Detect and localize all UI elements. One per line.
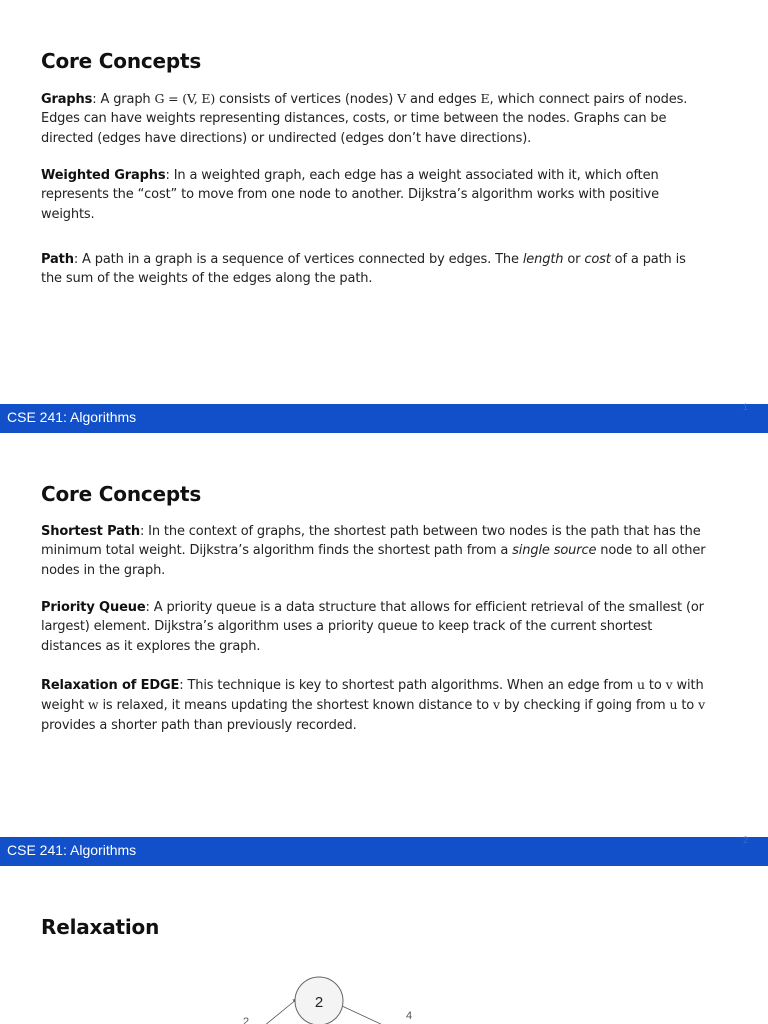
- relaxation-graph-diagram: [0, 866, 768, 1024]
- slide-footer: [0, 837, 768, 866]
- italic-single-source: single source: [512, 543, 597, 559]
- math-e: E: [480, 91, 490, 106]
- slide-core-concepts-1: [0, 0, 768, 404]
- math-v: V: [397, 91, 407, 106]
- relaxation-paragraph: [41, 675, 709, 735]
- text: : In the context of graphs, the shortest path between two nodes is the path that has the minimum total weight. Dijkstra’s algorithm finds the shortest path from a: [41, 524, 701, 559]
- math-v: v: [698, 697, 706, 713]
- math-u: u: [669, 697, 678, 713]
- graph-edge-right: [342, 1006, 385, 1024]
- text: consists of vertices (nodes): [215, 92, 398, 107]
- slide-title: Core Concepts: [41, 482, 202, 506]
- term-shortest-path: Shortest Path: [41, 524, 140, 539]
- text: by checking if going from: [499, 698, 670, 714]
- math-v: v: [492, 697, 500, 713]
- slide-title: Core Concepts: [41, 49, 202, 73]
- math-graph: G = (V, E): [154, 91, 216, 106]
- term-graphs: Graphs: [41, 92, 93, 107]
- italic-cost: cost: [584, 252, 611, 267]
- text: : This technique is key to shortest path algorithms. When an edge from: [179, 678, 638, 693]
- text: provides a shorter path than previously recorded.: [41, 717, 357, 733]
- edge-weight-right: 4: [405, 1010, 413, 1022]
- graph-edge-left: [264, 999, 297, 1024]
- text: node to all other nodes in the graph.: [41, 543, 706, 578]
- weighted-graphs-paragraph: [41, 166, 709, 224]
- page-number: 2: [742, 835, 748, 845]
- footer-course-title: CSE 241: Algorithms: [7, 842, 137, 858]
- slide-title: Relaxation: [41, 915, 160, 939]
- slide-footer: [0, 404, 768, 433]
- text: to: [644, 678, 666, 693]
- term-path: Path: [41, 252, 74, 267]
- shortest-path-paragraph: [41, 522, 709, 580]
- text: : A priority queue is a data structure that allows for efficient retrieval of the smallest (or largest) element. Dijkstra’s algorithm uses a priority queue to keep track of the current shortest distances as it explores the graph.: [41, 600, 704, 654]
- slide-relaxation: [0, 866, 768, 1024]
- text: : In a weighted graph, each edge has a weight associated with it, which often represents the “cost” to move from one node to another. Dijkstra’s algorithm works with positive weights.: [41, 168, 659, 222]
- text: with weight: [41, 678, 704, 714]
- path-paragraph: [41, 250, 709, 289]
- edge-weight-left: 2: [242, 1016, 250, 1024]
- math-w: w: [87, 697, 99, 713]
- text: of a path is the sum of the weights of the edges along the path.: [41, 252, 686, 287]
- page-number: 1: [742, 402, 748, 412]
- text: , which connect pairs of nodes. Edges can have weights representing distances, costs, or time between the nodes. Graphs can be directed (edges have directions) or undirected (edges don’t have directions).: [41, 92, 688, 146]
- math-u: u: [637, 677, 645, 692]
- text: is relaxed, it means updating the shortest known distance to: [98, 698, 493, 714]
- term-relaxation-of-edge: Relaxation of EDGE: [41, 678, 180, 693]
- text: and edges: [406, 92, 481, 107]
- term-priority-queue: Priority Queue: [41, 600, 146, 615]
- slide-core-concepts-2: [0, 433, 768, 837]
- text: to: [677, 698, 699, 714]
- graph-node-label: 2: [314, 994, 324, 1011]
- priority-queue-paragraph: [41, 598, 709, 656]
- graphs-paragraph: [41, 89, 709, 148]
- text: : A path in a graph is a sequence of vertices connected by edges. The: [73, 252, 523, 267]
- italic-length: length: [522, 252, 564, 267]
- footer-course-title: CSE 241: Algorithms: [7, 409, 137, 425]
- term-weighted-graphs: Weighted Graphs: [41, 168, 166, 183]
- text: : A graph: [92, 92, 155, 107]
- math-v: v: [665, 677, 673, 692]
- text: or: [563, 252, 585, 267]
